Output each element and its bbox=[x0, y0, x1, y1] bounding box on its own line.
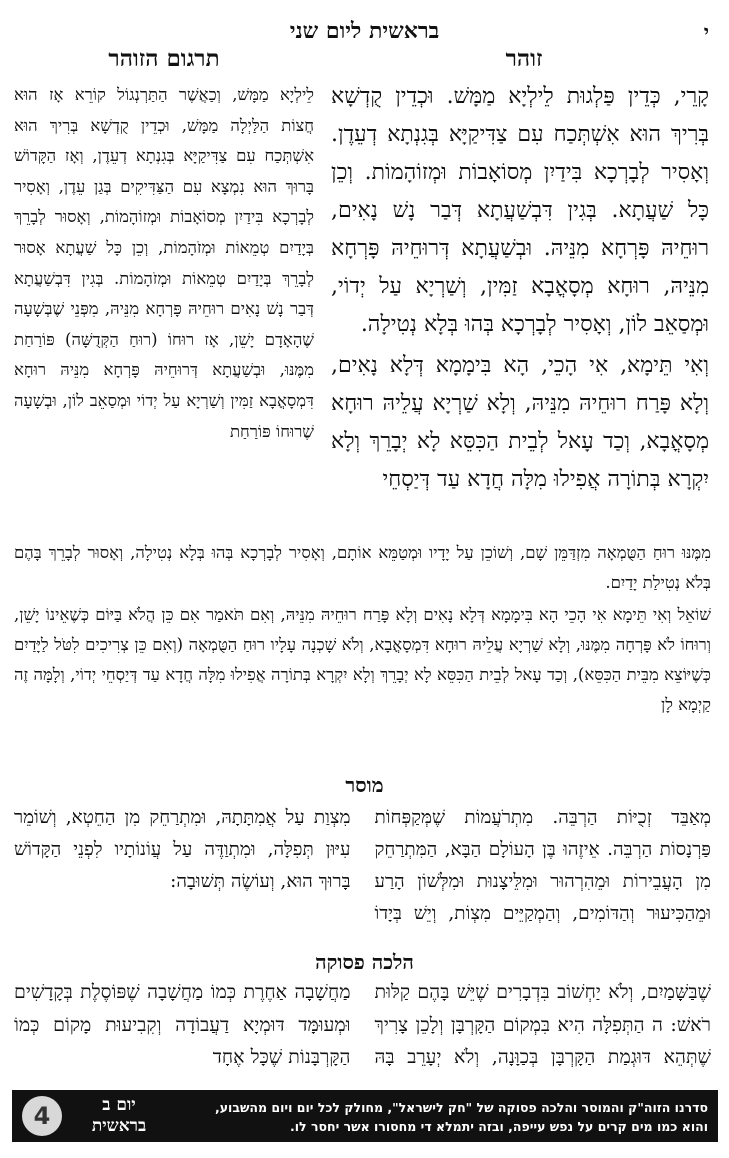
mussar-text: מְאַבֵּד זְכֻיּוֹת הַרְבֵּה. מִתְרֹעֲמוֹת שֶׁמְּקַפְּחוֹת פַּרְנָסוֹת הַרְבֵּה. אֵיזֶהוּ בֶּן הָעוֹלָם הַבָּא, הַמִּתְרַחֵק מִן הָעֲבֵירוֹת וּמֵהִרְהוּר וּמִלֵּיצָנוּת וּמִלְּשׁוֹן הָרַע וּמֵהַכִּיעוּר וְהַדּוֹמִים, וְהַמְקַיֵּים מִצְוֹת, וְיֵשׁ בְּיָדוֹ מִצְוַת עַל אֲמִתָּתָהּ, וּמִתְרַחֵק מִן הַחֵטְא, וְשׁוֹמֵר עִיּוּן תְּפִלָּה, וּמִתְוַדֶּה עַל עֲוֹנוֹתָיו לִפְנֵי הַקָּדוֹשׁ בָּרוּךְ הוּא, וְעוֹשֶׂה תְּשׁוּבָה: bbox=[14, 807, 711, 924]
mussar-title: מוסר bbox=[345, 773, 384, 797]
footer-line-1: סדרנו הזוה"ק והמוסר והלכה פסוקה של "חק לישראל", מחולק לכל יום ויום מהשבוע, bbox=[214, 1100, 708, 1115]
running-title: בראשית ליום שני bbox=[289, 18, 440, 44]
zohar-column-title: זוהר bbox=[505, 45, 543, 72]
zohar-paragraph-1: קָרֵי, כְּדֵין פַּלְגוּת לֵילְיָא מַמָּשׁ. וּכְדֵין קֻדְשָׁא בְּרִיךְ הוּא אִשְׁתְּכַח עִם צַדִּיקַיָּא בְּגִנְתָא דְעֵדֶן. וְאָסִיר לְבָרְכָא בִּידַיִן מְסוֹאָבוֹת וּמְזוֹהָמוֹת. וְכֵן כָּל שַׁעֲתָא. בְּגִין דִּבְשַׁעֲתָא דְּבַר נָשׁ נָאִים, רוּחֵיהּ פָּרְחָא מִנֵּיהּ. וּבְשַׁעֲתָא דְּרוּחֵיהּ פָּרְחָא מִנֵּיהּ, רוּחָא מְסָאֳבָא זַמִּין, וְשַׁרְיָא עַל יְדוֹי, וּמְסַאֵב לוֹן, וְאָסִיר לְבָרְכָא בְּהוּ בְּלָא נְטִילָה. bbox=[331, 84, 709, 337]
targum-continuation-2: שׁוֹאֵל וְאִי תֵּימָא אִי הָכֵי הָא בִּימָמָא דְּלָא נָאִים וְלָא פָּרַח רוּחֵיהּ מִנֵּיהּ, וְאִם תֹּאמַר אִם כֵּן הֲלֹא בַּיּוֹם כְּשֶׁאֵינוֹ יָשֵׁן, וְרוּחוֹ לֹא פָּרְחָה מִמֶּנּוּ, וְלָא שַׁרְיָא עֲלֵיהּ רוּחָא דִּמְסָאֳבָא, וְלֹא שָׁכְנָה עָלָיו רוּחַ הַטֻּמְאָה (וְאִם כֵּן צְרִיכִים לִטֹּל לַיָּדַיִם כְּשֶׁיּוֹצֵא מִבֵּית הַכִּסֵּא), וְכַד עָאל לְבֵית הַכִּסֵּא לָא יְבָרֵךְ וְלָא יִקְרָא בְּתוֹרָה אֲפִילוּ מִלָּה חֲדָא עַד דְּיַסְחֵי יְדוֹי, וְלָמָּה זֶה קַיְמָא לָן bbox=[14, 605, 712, 714]
page-header bbox=[0, 18, 729, 48]
footer-banner bbox=[12, 1090, 718, 1142]
footer-day-label bbox=[84, 1095, 154, 1137]
footer-line-2: והוא כמו מים קרים על נפש עייפה, ובזה יתמלא די מחסורו אשר יחסר לו. bbox=[290, 1119, 708, 1134]
footer-text bbox=[158, 1098, 708, 1136]
targum-text-column: לֵילְיָא מַמָּשׁ, וְכַאֲשֶׁר הַתַּרְנְגוֹל קוֹרֵא אָז הוּא חֲצוֹת הַלַּיְלָה מַמָּשׁ, וּכְדֵין קֻדְשָׁא בְּרִיךְ הוּא אִשְׁתְּכַח עִם צַדִּיקַיָּא בְּגִנְתָא דְעֵדֶן, וְאָז הַקָּדוֹשׁ בָּרוּךְ הוּא נִמְצָא עִם הַצַּדִּיקִים בְּגַן עֵדֶן, וְאָסִיר לְבָרְכָא בִּידַיִן מְסוֹאָבוֹת וּמְזוֹהָמוֹת, וְאָסוּר לְבָרֵךְ בְּיָדַיִם טְמֵאוֹת וּמְזֹהָמוֹת, וְכֵן כָּל שַׁעֲתָא אָסוּר לְבָרֵךְ בְּיָדַיִם טְמֵאוֹת וּמְזֹהָמוֹת. בְּגִין דִּבְשַׁעֲתָא דְּבַר נָשׁ נָאִים רוּחֵיהּ פָּרְחָא מִנֵּיהּ, מִפְּנֵי שֶׁבְּשָׁעָה שֶׁהָאָדָם יָשֵׁן, אָז רוּחוֹ (רוּחַ הַקְּדֻשָּׁה) פּוֹרַחַת מִמֶּנּוּ, וּבְשַׁעֲתָא דְּרוּחֵיהּ פָּרְחָא מִנֵּיהּ רוּחָא דִּמְסָאֳבָא זַמִּין וְשַׁרְיָא עַל יְדוֹי וּמְסַאֵב לוֹן, וּבְשָׁעָה שֶׁרוּחוֹ פּוֹרַחַת bbox=[14, 85, 314, 441]
halacha-title: הלכה פסוקה bbox=[315, 950, 414, 974]
page-letter: י bbox=[703, 20, 709, 44]
targum-column-title: תרגום הזוהר bbox=[108, 45, 220, 72]
halacha-text: שֶׁבַּשָּׁמַיִם, וְלֹא יַחְשׁוֹב בִּדְבָרִים שֶׁיֵּשׁ בָּהֶם קַלּוּת רֹאשׁ: ה הַתְּפִלָּה הִיא בִּמְקוֹם הַקָּרְבָּן וְלָכֵן צָרִיךְ שֶׁתְּהֵא דּוּגְמַת הַקָּרְבָּן בְּכַוָּנָה, וְלֹא יְעָרֵב בָּהּ מַחֲשָׁבָה אַחֶרֶת כְּמוֹ מַחֲשָׁבָה שֶׁפּוֹסֶלֶת בְּקָדָשִׁים וּמְעוּמָּד דּוּמְיָא דַעֲבוֹדָה וְקִבִיעוּת מָקוֹם כְּמוֹ הַקָּרְבָּנוֹת שֶׁכָּל אֶחָד bbox=[14, 981, 711, 1068]
zohar-text-column bbox=[331, 78, 709, 502]
footer-day-line-2: בראשית bbox=[91, 1116, 147, 1136]
targum-continuation-1: מִמֶּנּוּ רוּחַ הַטֻּמְאָה מִזְדַּמֵּן שָׁם, וְשׁוֹכֵן עַל יָדָיו וּמְטַמֵּא אוֹתָם, וְאָסִיר לְבָרְכָא בְּהוּ בְּלָא נְטִילָה, וְאָסוּר לְבָרֵךְ בָּהֶם בְּלֹא נְטִילַת יָדַיִם. bbox=[14, 543, 711, 592]
footer-day-line-1: יום ב bbox=[102, 1095, 136, 1115]
page-number-badge: 4 bbox=[22, 1096, 62, 1136]
zohar-paragraph-2: וְאִי תֵּימָא, אִי הָכֵי, הָא בִּימָמָא דְּלָא נָאִים, וְלָא פָּרַח רוּחֵיהּ מִנֵּיהּ, וְלָא שַׁרְיָא עֲלֵיהּ רוּחָא מְסָאֳבָא, וְכַד עָאל לְבֵית הַכִּסֵּא לָא יְבָרֵךְ וְלָא יִקְרָא בְּתוֹרָה אֲפִילוּ מִלָּה חֲדָא עַד דְּיַסְחֵי bbox=[331, 353, 709, 492]
